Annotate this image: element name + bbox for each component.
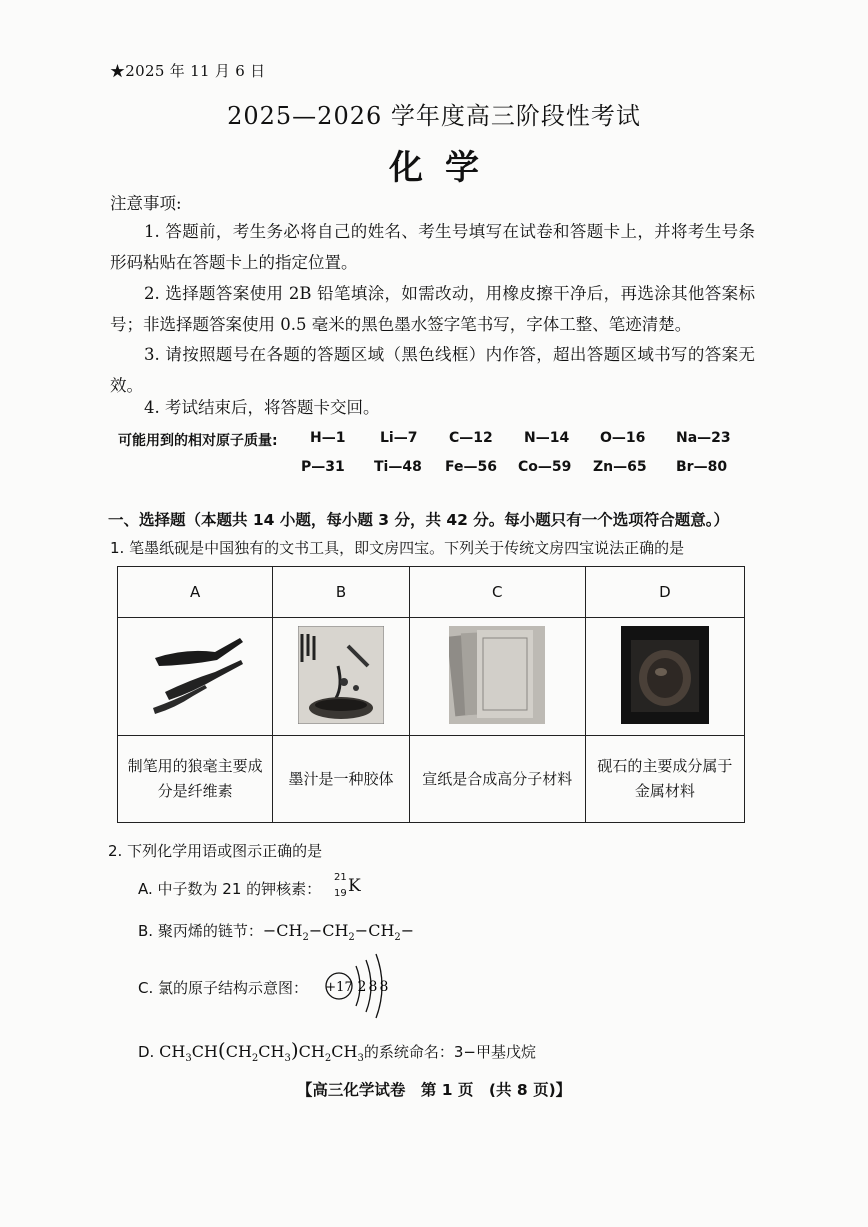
- paper-photo: [449, 626, 545, 724]
- option-b-text: 墨汁是一种胶体: [273, 736, 409, 823]
- question-1-stem: 1. 笔墨纸砚是中国独有的文书工具，即文房四宝。下列关于传统文房四宝说法正确的是: [110, 539, 685, 557]
- shell-electrons-2: 8: [368, 979, 378, 995]
- subject-title: 化学: [389, 148, 501, 188]
- atomic-mass-entry: Fe—56: [445, 459, 497, 475]
- option-d-image-cell: [585, 618, 744, 736]
- option-c-text: 宣纸是合成高分子材料: [409, 736, 585, 823]
- condensed-formula: $CH_3CH(CH_2CH_3)CH_2CH_3$: [159, 1038, 364, 1065]
- option-d-naming: 的系统命名：3−甲基戊烷: [363, 1043, 536, 1061]
- atomic-mass-entry: Co—59: [518, 459, 572, 475]
- question-1-options-table: [117, 566, 745, 823]
- shell-electrons-1: 2: [357, 979, 367, 995]
- atomic-mass-entry: Zn—65: [593, 459, 647, 475]
- question-2-option-c: [138, 977, 308, 998]
- atomic-mass-entry: Br—80: [676, 459, 728, 475]
- atomic-mass-label: 可能用到的相对原子质量:: [118, 433, 278, 449]
- section-heading: 一、选择题（本题共 14 小题，每小题 3 分，共 42 分。每小题只有一个选项符合题意。）: [108, 511, 730, 529]
- atomic-mass-entry: H—1: [310, 430, 346, 446]
- option-b-label: B. 聚丙烯的链节：: [138, 922, 263, 940]
- question-2-option-b: [138, 920, 414, 943]
- inkstone-photo: [621, 626, 709, 724]
- option-a-letter: A: [118, 567, 273, 618]
- option-b-image-cell: [273, 618, 409, 736]
- question-2-stem: 2. 下列化学用语或图示正确的是: [108, 842, 323, 860]
- atomic-mass-entry: Na—23: [676, 430, 731, 446]
- nucleus-charge: +17: [325, 980, 353, 995]
- option-d-label: D.: [138, 1043, 155, 1061]
- exam-title: 2025—2026 学年度高三阶段性考试: [227, 102, 641, 130]
- notice-item-4: 4. 考试结束后，将答题卡交回。: [144, 398, 380, 417]
- option-b-letter: B: [273, 567, 409, 618]
- ink-photo: [298, 626, 384, 724]
- atomic-mass-entry: P—31: [301, 459, 345, 475]
- option-a-label: A. 中子数为 21 的钾核素：: [138, 880, 322, 898]
- option-c-letter: C: [409, 567, 585, 618]
- brush-photo: [145, 630, 245, 720]
- option-a-text: 制笔用的狼毫主要成分是纤维素: [118, 736, 273, 823]
- option-c-image-cell: [409, 618, 585, 736]
- notice-heading: 注意事项:: [110, 194, 182, 213]
- nuclide-notation: [326, 872, 366, 900]
- notice-item-2: 2. 选择题答案使用 2B 铅笔填涂，如需改动，用橡皮擦干净后，再选涂其他答案标号；非选择题答案使用 0.5 毫米的黑色墨水签字笔书写，字体工整、笔迹清楚。: [110, 284, 755, 334]
- option-d-text: 砚石的主要成分属于金属材料: [585, 736, 744, 823]
- question-2-option-a: [138, 872, 366, 900]
- atomic-mass-entry: Ti—48: [374, 459, 422, 475]
- option-a-image-cell: [118, 618, 273, 736]
- chlorine-atom-diagram: [322, 948, 402, 1020]
- page-footer: 【高三化学试卷 第 1 页 (共 8 页)】: [296, 1081, 572, 1099]
- atomic-number: 19: [333, 888, 347, 899]
- element-symbol: K: [347, 876, 361, 896]
- polymer-repeat-unit: $-CH_2-CH_2-CH_2-$: [262, 921, 415, 944]
- exam-date: ★2025 年 11 月 6 日: [110, 62, 266, 80]
- option-c-label: C. 氯的原子结构示意图：: [138, 979, 309, 997]
- mass-number: 21: [333, 872, 347, 883]
- notice-item-1: 1. 答题前，考生务必将自己的姓名、考生号填写在试卷和答题卡上，并将考生号条形码粘贴在答题卡上的指定位置。: [110, 222, 755, 272]
- atomic-mass-entry: Li—7: [380, 430, 418, 446]
- atomic-mass-entry: N—14: [524, 430, 570, 446]
- atomic-mass-entry: O—16: [600, 430, 646, 446]
- question-2-option-d: [138, 1038, 536, 1064]
- shell-electrons-3: 8: [379, 979, 389, 995]
- notice-item-3: 3. 请按照题号在各题的答题区域（黑色线框）内作答，超出答题区域书写的答案无效。: [110, 345, 755, 395]
- atomic-mass-entry: C—12: [449, 430, 493, 446]
- option-d-letter: D: [585, 567, 744, 618]
